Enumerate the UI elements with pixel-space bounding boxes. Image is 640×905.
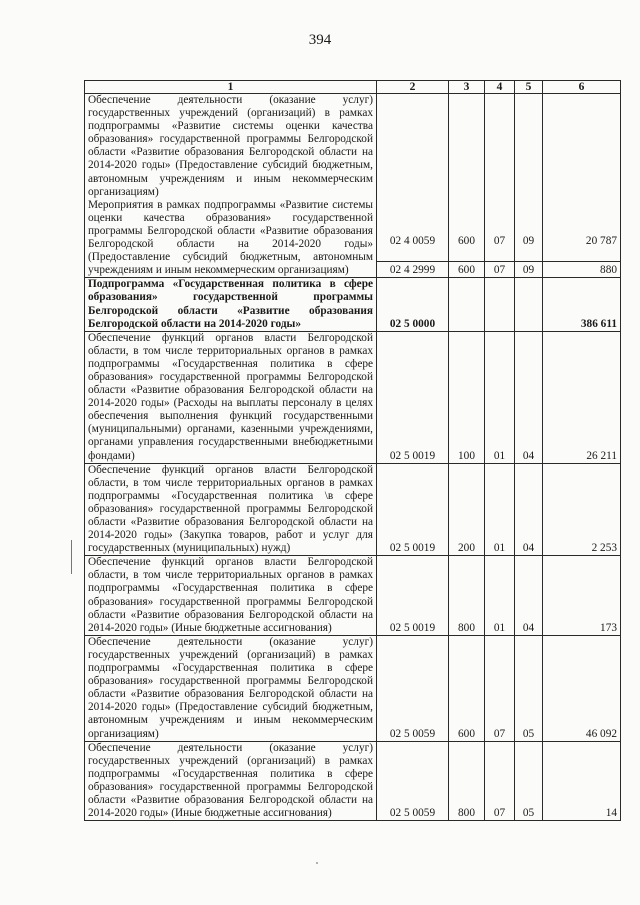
description-paragraph: Обеспечение функций органов власти Белгородской области, в том числе территориальных органов в рамках подпрограммы «Государственная политика в сфере образования» государственной программы Белгородской области «Развитие образования Белгородской области на 2014-2020 годы» (Иные бюджетные ассигнования) bbox=[88, 556, 373, 634]
cell-amount: 2 253 bbox=[543, 463, 621, 556]
cell-section: 07 bbox=[485, 635, 515, 741]
row-description bbox=[85, 331, 377, 463]
cell-amount: 26 211 bbox=[543, 331, 621, 463]
cell-amount: 46 092 bbox=[543, 635, 621, 741]
row-description bbox=[85, 741, 377, 821]
cell-amount: 173 bbox=[543, 556, 621, 636]
cell-target-code: 02 5 0019 bbox=[377, 331, 449, 463]
header-col-4: 4 bbox=[485, 81, 515, 94]
row-description bbox=[85, 94, 377, 278]
cell-expense-type: 600 bbox=[449, 94, 485, 262]
table-row bbox=[85, 463, 621, 556]
scan-margin-mark bbox=[71, 540, 72, 574]
table-row bbox=[85, 278, 621, 331]
cell-subsection: 04 bbox=[515, 463, 543, 556]
cell-expense-type bbox=[449, 278, 485, 331]
description-paragraph: Подпрограмма «Государственная политика в сфере образования» государственной программы Белгородской области «Развитие образования Белгородской области на 2014-2020 годы» bbox=[88, 278, 373, 330]
page-number: 394 bbox=[308, 32, 332, 48]
row-description bbox=[85, 463, 377, 556]
table-row bbox=[85, 331, 621, 463]
scan-speck bbox=[316, 862, 318, 864]
cell-subsection: 04 bbox=[515, 556, 543, 636]
cell-section: 07 bbox=[485, 741, 515, 821]
description-paragraph: Обеспечение деятельности (оказание услуг) государственных учреждений (организаций) в рамках подпрограммы «Развитие системы оценки качества образования» государственной программы Белгородской области «Развитие образования Белгородской области на 2014-2020 годы» (Предоставление субсидий бюджетным, автономным учреждениям и иным некоммерческим организациям) bbox=[88, 94, 373, 198]
cell-subsection: 05 bbox=[515, 635, 543, 741]
cell-target-code: 02 5 0059 bbox=[377, 741, 449, 821]
header-col-3: 3 bbox=[449, 81, 485, 94]
cell-section: 07 bbox=[485, 262, 515, 278]
cell-expense-type: 600 bbox=[449, 635, 485, 741]
cell-target-code: 02 4 0059 bbox=[377, 94, 449, 262]
row-description bbox=[85, 278, 377, 331]
description-paragraph: Обеспечение функций органов власти Белгородской области, в том числе территориальных органов в рамках подпрограммы «Государственная политика в сфере образования» государственной программы Белгородской области «Развитие образования Белгородской области на 2014-2020 годы» (Расходы на выплаты персоналу в целях обеспечения выполнения функций государственными (муниципальными) органами, казенными учреждениями, органами управления государственными внебюджетными фондами) bbox=[88, 331, 373, 462]
header-col-2: 2 bbox=[377, 81, 449, 94]
cell-target-code: 02 5 0000 bbox=[377, 278, 449, 331]
cell-section: 01 bbox=[485, 463, 515, 556]
budget-table bbox=[84, 80, 621, 821]
cell-target-code: 02 5 0059 bbox=[377, 635, 449, 741]
cell-expense-type: 200 bbox=[449, 463, 485, 556]
cell-amount: 880 bbox=[543, 262, 621, 278]
cell-amount: 386 611 bbox=[543, 278, 621, 331]
cell-section: 01 bbox=[485, 331, 515, 463]
table-header-row bbox=[85, 81, 621, 94]
table-row bbox=[85, 635, 621, 741]
description-paragraph: Обеспечение деятельности (оказание услуг) государственных учреждений (организаций) в рамках подпрограммы «Государственная политика в сфере образования» государственной программы Белгородской области «Развитие образования Белгородской области на 2014-2020 годы» (Предоставление субсидий бюджетным, автономным учреждениям и иным некоммерческим организациям) bbox=[88, 635, 373, 740]
cell-expense-type: 100 bbox=[449, 331, 485, 463]
cell-subsection: 09 bbox=[515, 262, 543, 278]
table-row bbox=[85, 741, 621, 821]
cell-target-code: 02 5 0019 bbox=[377, 463, 449, 556]
cell-subsection bbox=[515, 278, 543, 331]
table-row bbox=[85, 94, 621, 262]
cell-subsection: 04 bbox=[515, 331, 543, 463]
cell-subsection: 05 bbox=[515, 741, 543, 821]
table-row bbox=[85, 556, 621, 636]
cell-expense-type: 800 bbox=[449, 556, 485, 636]
row-description bbox=[85, 635, 377, 741]
header-col-1: 1 bbox=[85, 81, 377, 94]
description-paragraph: Мероприятия в рамках подпрограммы «Развитие системы оценки качества образования» государственной программы Белгородской области «Развитие образования Белгородской области на 2014-2020 годы» (Предоставление субсидий бюджетным, автономным учреждениям и иным некоммерческим организациям) bbox=[88, 198, 373, 277]
cell-section: 07 bbox=[485, 94, 515, 262]
table-body bbox=[85, 94, 621, 821]
row-description bbox=[85, 556, 377, 636]
cell-section bbox=[485, 278, 515, 331]
description-paragraph: Обеспечение деятельности (оказание услуг) государственных учреждений (организаций) в рамках подпрограммы «Государственная политика в сфере образования» государственной программы Белгородской области «Развитие образования Белгородской области на 2014-2020 годы» (Иные бюджетные ассигнования) bbox=[88, 741, 373, 820]
header-col-5: 5 bbox=[515, 81, 543, 94]
header-col-6: 6 bbox=[543, 81, 621, 94]
cell-expense-type: 600 bbox=[449, 262, 485, 278]
cell-target-code: 02 5 0019 bbox=[377, 556, 449, 636]
cell-expense-type: 800 bbox=[449, 741, 485, 821]
description-paragraph: Обеспечение функций органов власти Белгородской области, в том числе территориальных органов в рамках подпрограммы «Государственная политика \в сфере образования» государственной программы Белгородской области «Развитие образования Белгородской области на 2014-2020 годы» (Закупка товаров, работ и услуг для государственных (муниципальных) нужд) bbox=[88, 463, 373, 555]
cell-subsection: 09 bbox=[515, 94, 543, 262]
cell-amount: 20 787 bbox=[543, 94, 621, 262]
cell-amount: 14 bbox=[543, 741, 621, 821]
cell-target-code: 02 4 2999 bbox=[377, 262, 449, 278]
cell-section: 01 bbox=[485, 556, 515, 636]
